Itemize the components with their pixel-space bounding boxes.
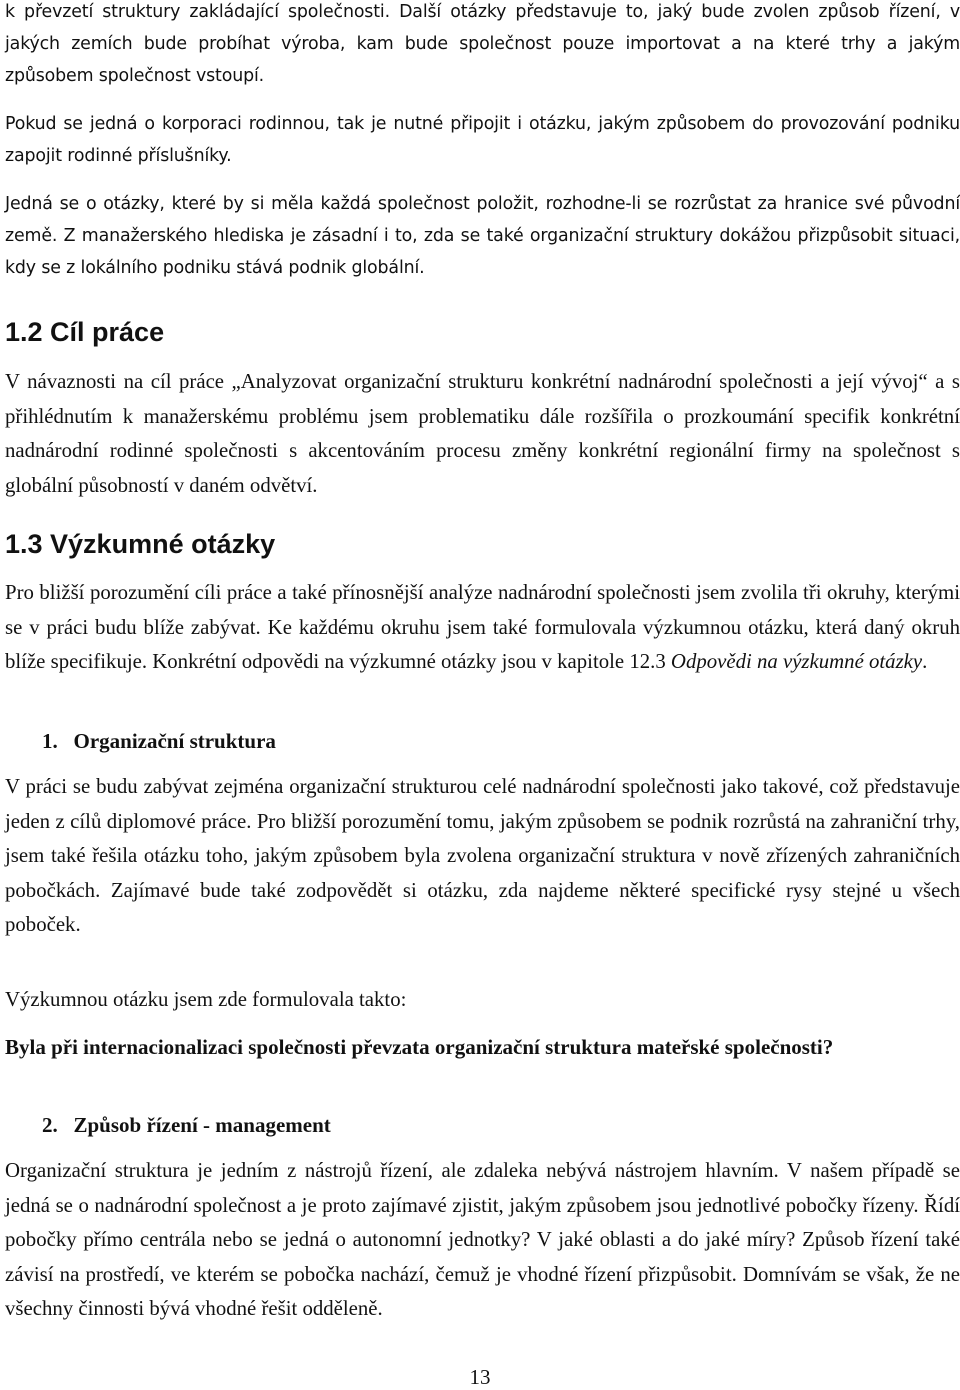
paragraph-intro-3: Jedná se o otázky, které by si měla každá společnost položit, rozhodne-li se rozrůstat za hranice své původní země. Z manažerského hlediska je zásadní i to, zda se také organizační struktury dokážou přizpůsobit situaci, kdy se z lokálního podniku stává podnik globální.: [5, 194, 960, 279]
topic-heading-organizational-structure: 1. Organizační struktura: [42, 729, 276, 753]
research-questions-text: Pro bližší porozumění cíli práce a také přínosnější analýze nadnárodní společnosti jsem zvolila tři okruhy, kterými se v práci budu blíže zabývat. Ke každému okruhu jsem také formulovala výzkumnou otázku, která daný okruh blíže specifikuje. Konkrétní odpovědi na výzkumné otázky jsou v kapitole 12.3: [5, 581, 960, 674]
section-heading-1-2: 1.2 Cíl práce: [5, 317, 165, 347]
paragraph-intro-1: k převzetí struktury zakládající společnosti. Další otázky představuje to, jaký bude zvolen způsob řízení, v jakých zemích bude probíhat výroba, kam bude společnost pouze importovat a na které trhy a jakým způsobem společnost vstoupí.: [5, 2, 960, 87]
paragraph-intro-2: Pokud se jedná o korporaci rodinnou, tak je nutné připojit i otázku, jakým způsobem do provozování podniku zapojit rodinné příslušníky.: [5, 114, 960, 167]
paragraph-goal: V návaznosti na cíl práce „Analyzovat organizační strukturu konkrétní nadnárodní společnosti a její vývoj“ a s přihlédnutím k manažerskému problému jsem problematiku dále rozšířila o prozkoumání specifik konkrétní nadnárodní rodinné společnosti s akcentováním procesu změny konkrétní regionální firmy na společnost s globální působností v daném odvětví.: [5, 370, 960, 497]
paragraph-question-lead: Výzkumnou otázku jsem zde formulovala takto:: [5, 988, 407, 1011]
paragraph-research-questions: [5, 576, 960, 680]
research-questions-end: .: [922, 650, 928, 674]
chapter-reference: Odpovědi na výzkumné otázky: [670, 650, 923, 674]
page-number: 13: [469, 1365, 491, 1389]
paragraph-organizational-structure: V práci se budu zabývat zejména organizační strukturou celé nadnárodní společnosti jako takové, což představuje jeden z cílů diplomové práce. Pro bližší porozumění tomu, jakým způsobem se podnik rozrůstá na zahraniční trhy, jsem také řešila otázku toho, jakým způsobem byla zvolena organizační struktura v nově zřízených zahraničních pobočkách. Zajímavé bude také zodpovědět si otázku, zda najdeme některé specifické rysy stejné u všech poboček.: [5, 775, 960, 937]
paragraph-management: Organizační struktura je jedním z nástrojů řízení, ale zdaleka nebývá nástrojem hlavním. V našem případě se jedná se o nadnárodní společnost a je proto zajímavé zjistit, jakým způsobem jsou jednotlivé pobočky řízeny. Řídí pobočky přímo centrála nebo se jedná o autonomní jednotky? V jaké oblasti a do jaké míry? Způsob řízení také závisí na prostředí, ve kterém se pobočka nachází, čemuž je vhodné řízení přizpůsobit. Domnívám se však, že ne všechny činnosti bývá vhodné řešit odděleně.: [5, 1159, 960, 1321]
research-question-1: Byla při internacionalizaci společnosti převzata organizační struktura mateřské společnosti?: [5, 1035, 834, 1059]
section-heading-1-3: 1.3 Výzkumné otázky: [5, 529, 276, 559]
topic-heading-management: 2. Způsob řízení - management: [42, 1113, 331, 1137]
